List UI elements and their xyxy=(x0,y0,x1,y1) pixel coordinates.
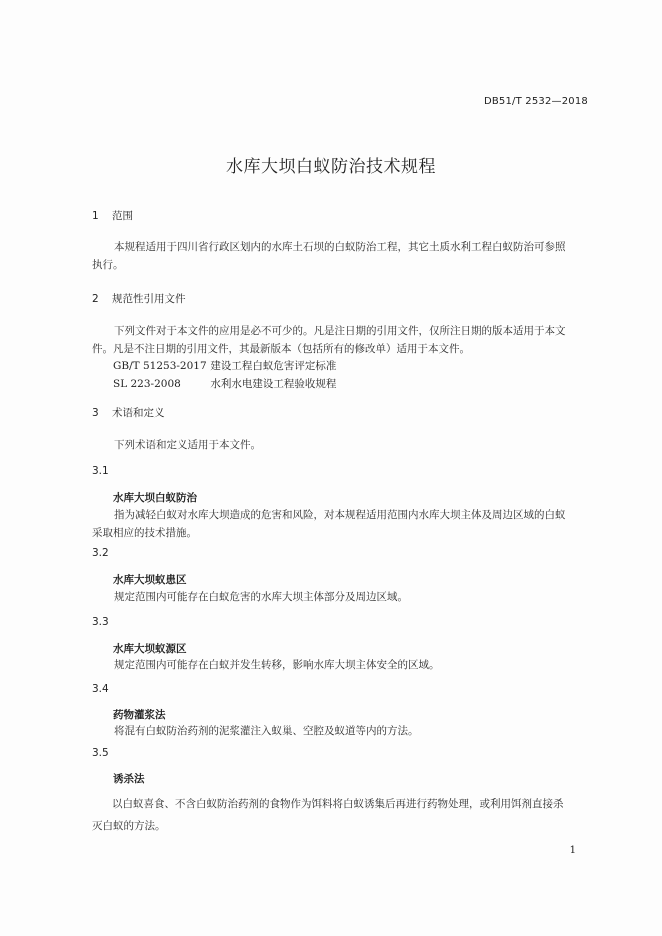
paragraph-line: 执行。 xyxy=(92,259,124,271)
paragraph-line: 采取相应的技术措施。 xyxy=(92,527,197,539)
reference-title: 水利水电建设工程验收规程 xyxy=(210,378,337,390)
term-number: 3.2 xyxy=(92,547,109,559)
term-name: 水库大坝白蚁防治 xyxy=(113,492,197,504)
term-definition xyxy=(92,795,590,835)
section-2-paragraph xyxy=(92,322,590,358)
term-name: 水库大坝蚁源区 xyxy=(113,643,187,655)
paragraph-line: 规定范围内可能存在白蚁危害的水库大坝主体部分及周边区域。 xyxy=(114,591,408,603)
standard-number: DB51/T 2532—2018 xyxy=(483,96,588,107)
paragraph-line: 下列术语和定义适用于本文件。 xyxy=(114,439,261,451)
section-2-number: 2 xyxy=(92,293,99,305)
term-definition xyxy=(92,722,590,740)
section-1-title: 范围 xyxy=(112,210,133,222)
paragraph-line: 将混有白蚁防治药剂的泥浆灌注入蚁巢、空腔及蚁道等内的方法。 xyxy=(114,725,419,737)
paragraph-line: 以白蚁喜食、不含白蚁防治药剂的食物作为饵料将白蚁诱集后再进行药物处理，或利用饵剂直接杀 xyxy=(112,798,564,810)
term-number: 3.4 xyxy=(92,683,109,695)
reference-code: GB/T 51253-2017 xyxy=(113,360,207,372)
paragraph-line: 下列文件对于本文件的应用是必不可少的。凡是注日期的引用文件，仅所注日期的版本适用于本文 xyxy=(114,325,566,337)
section-3-number: 3 xyxy=(92,407,99,419)
term-definition xyxy=(92,656,590,674)
paragraph-line: 灭白蚁的方法。 xyxy=(92,820,166,832)
term-name: 水库大坝蚁患区 xyxy=(113,574,187,586)
reference-code: SL 223-2008 xyxy=(113,378,181,390)
term-number: 3.1 xyxy=(92,465,109,477)
section-3-title: 术语和定义 xyxy=(112,407,165,419)
section-3-paragraph xyxy=(92,436,590,454)
paragraph-line: 指为减轻白蚁对水库大坝造成的危害和风险，对本规程适用范围内水库大坝主体及周边区域的白蚁 xyxy=(114,509,566,521)
section-1-number: 1 xyxy=(92,210,99,222)
section-3-heading xyxy=(92,405,165,420)
term-name: 诱杀法 xyxy=(113,773,145,785)
section-1-paragraph xyxy=(92,238,590,274)
term-definition xyxy=(92,588,590,606)
term-definition xyxy=(92,506,590,542)
normative-reference xyxy=(113,358,336,373)
paragraph-line: 件。凡是不注日期的引用文件，其最新版本（包括所有的修改单）适用于本文件。 xyxy=(92,343,470,355)
paragraph-line: 规定范围内可能存在白蚁并发生转移，影响水库大坝主体安全的区域。 xyxy=(114,659,440,671)
page-number: 1 xyxy=(569,845,576,856)
term-number: 3.3 xyxy=(92,616,109,628)
paragraph-line: 本规程适用于四川省行政区划内的水库土石坝的白蚁防治工程，其它土质水利工程白蚁防治可参照 xyxy=(114,241,566,253)
normative-reference xyxy=(113,376,336,391)
document-title: 水库大坝白蚁防治技术规程 xyxy=(226,157,436,177)
section-2-title: 规范性引用文件 xyxy=(112,293,186,305)
section-1-heading xyxy=(92,208,133,223)
reference-title: 建设工程白蚁危害评定标准 xyxy=(210,360,337,372)
section-2-heading xyxy=(92,291,186,306)
term-name: 药物灌浆法 xyxy=(113,709,166,721)
term-number: 3.5 xyxy=(92,747,109,759)
